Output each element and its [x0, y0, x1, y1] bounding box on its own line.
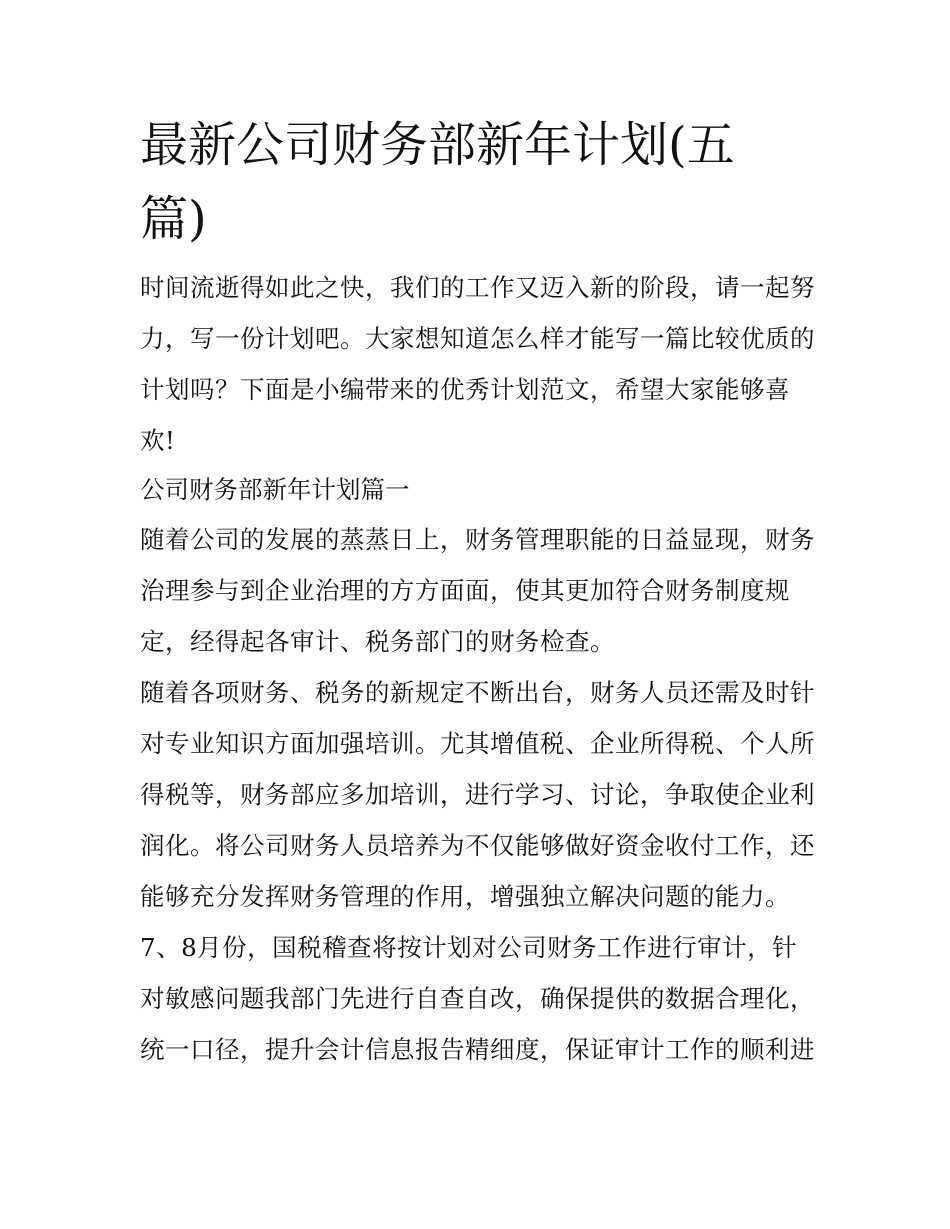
document-body	[140, 262, 820, 1075]
document-page	[140, 108, 820, 1075]
document-title: 最新公司财务部新年计划(五篇)	[140, 117, 735, 247]
section-heading: 公司财务部新年计划篇一	[140, 475, 410, 504]
body-paragraph-1: 随着公司的发展的蒸蒸日上，财务管理职能的日益显现，财务治理参与到企业治理的方方面面，使其更加符合财务制度规定，经得起各审计、税务部门的财务检查。	[140, 525, 815, 656]
body-paragraph-2: 随着各项财务、税务的新规定不断出台，财务人员还需及时针对专业知识方面加强培训。尤其增值税、企业所得税、个人所得税等，财务部应多加培训，进行学习、讨论，争取使企业利润化。将公司财务人员培养为不仅能够做好资金收付工作，还能够充分发挥财务管理的作用，增强独立解决问题的能力。	[140, 678, 815, 911]
intro-paragraph: 时间流逝得如此之快，我们的工作又迈入新的阶段，请一起努力，写一份计划吧。大家想知道怎么样才能写一篇比较优质的计划吗？下面是小编带来的优秀计划范文，希望大家能够喜欢!	[140, 273, 815, 455]
body-paragraph-3: 7、8月份，国税稽查将按计划对公司财务工作进行审计，针对敏感问题我部门先进行自查自改，确保提供的数据合理化，统一口径，提升会计信息报告精细度，保证审计工作的顺利进	[140, 933, 815, 1064]
